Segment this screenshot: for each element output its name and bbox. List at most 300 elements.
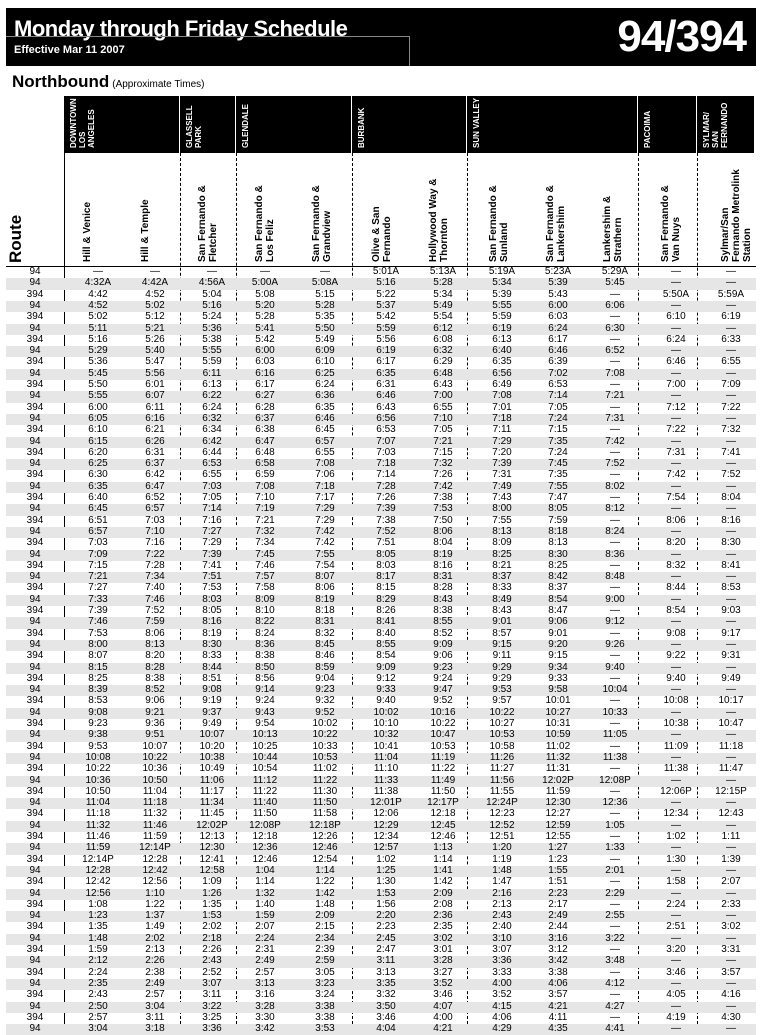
time-cell: 8:55 [376,638,396,650]
time-cell: 6:35 [492,356,512,368]
time-cell: — [726,548,736,560]
time-cell: — [726,842,736,854]
time-cell: 10:02 [312,718,338,729]
time-cell: 6:17 [255,379,275,390]
time-cell: 1:48 [315,898,335,910]
time-cell: 9:58 [548,684,568,696]
time-cell: 4:05 [666,989,686,1001]
time-cell: 4:06 [492,1011,512,1023]
time-cell: 6:08 [433,333,453,345]
time-cell: 7:22 [666,424,686,436]
time-cell: — [610,605,620,616]
time-cell: 9:31 [721,650,741,662]
time-cell: — [726,774,736,786]
time-cell: 7:03 [376,446,396,458]
time-cell: 6:06 [605,299,625,311]
time-cell: 6:30 [88,469,108,481]
time-cell: 6:07 [145,390,165,402]
stop-header: San Fernando & Grandview [311,185,333,262]
time-cell: 9:01 [492,616,512,628]
time-cell: 9:29 [492,672,512,684]
time-cell: 10:20 [199,740,225,752]
time-cell: 8:33 [492,582,512,594]
route-cell: 94 [29,277,41,289]
time-cell: — [610,424,620,436]
time-cell: 7:10 [255,492,275,503]
time-cell: 10:41 [373,740,399,752]
time-cell: 9:38 [88,729,108,741]
time-cell: 9:01 [548,627,568,639]
time-cell: 6:40 [492,345,512,357]
time-cell: 9:04 [315,672,335,684]
route-cell: 394 [26,966,44,978]
time-cell: 3:38 [315,1000,335,1012]
time-cell: — [726,616,736,628]
time-cell: 6:05 [88,412,108,424]
time-cell: 11:45 [199,808,225,820]
time-cell: — [671,774,681,786]
time-cell: 3:28 [255,1000,275,1012]
time-cell: 3:13 [376,966,396,978]
time-cell: 6:11 [145,401,165,413]
time-cell: 8:15 [376,582,396,594]
time-cell: 7:46 [255,559,275,571]
time-cell: — [610,469,620,481]
time-cell: 12:59 [545,819,571,831]
time-cell: 1:59 [88,944,108,955]
time-cell: 2:31 [255,944,275,955]
time-cell: 8:40 [376,627,396,639]
time-cell: 12:30 [199,842,225,854]
time-cell: 8:52 [145,684,165,696]
time-cell: 7:32 [721,424,741,436]
time-cell: 9:33 [376,684,396,696]
time-cell: 9:24 [255,695,275,707]
time-cell: — [93,266,103,277]
time-cell: 7:53 [202,582,222,594]
time-cell: 6:27 [255,390,275,402]
time-cell: 7:45 [255,548,275,560]
time-cell: 7:31 [605,412,625,424]
time-cell: 11:18 [142,797,168,809]
time-cell: 5:22 [376,288,396,300]
time-cell: 6:00 [88,401,108,413]
zone-label: PACOIMA [643,110,652,148]
time-cell: 12:06P [660,785,692,797]
time-cell: 4:21 [548,1000,568,1012]
time-cell: 7:52 [605,458,625,470]
time-cell: 6:25 [88,458,108,470]
time-cell: 12:27 [545,808,571,820]
time-cell: 12:34 [373,831,399,842]
time-cell: 8:42 [548,571,568,583]
time-cell: 11:40 [252,797,278,809]
route-cell: 394 [26,785,44,797]
time-cell: 8:20 [145,650,165,662]
time-cell: — [671,887,681,899]
time-cell: 5:29 [88,345,108,357]
time-cell: 4:42A [141,277,169,289]
time-cell: 6:45 [88,503,108,515]
time-cell: 5:45 [605,277,625,289]
time-cell: — [726,345,736,357]
time-cell: 12:18 [430,808,456,820]
time-cell: 3:36 [202,1023,222,1035]
time-cell: 8:30 [721,537,741,549]
time-cell: 6:17 [548,333,568,345]
time-cell: 5:40 [145,345,165,357]
time-cell: 10:50 [142,774,168,786]
time-cell: — [671,864,681,876]
time-cell: 2:23 [548,887,568,899]
zone-downtown-la [64,96,179,153]
time-cell: 3:30 [255,1011,275,1023]
time-cell: 6:45 [315,424,335,436]
route-cell: 394 [26,356,44,368]
time-cell: 2:57 [255,966,275,978]
time-cell: 7:39 [376,503,396,515]
time-cell: 11:33 [373,774,399,786]
time-cell: 8:57 [492,627,512,639]
time-cell: 6:10 [666,311,686,323]
route-cell: 394 [26,672,44,684]
time-cell: — [726,435,736,447]
time-cell: 3:38 [315,1011,335,1023]
time-cell: 7:22 [145,548,165,560]
time-cell: 11:19 [430,751,456,763]
time-cell: 7:08 [605,367,625,379]
time-cell: 3:18 [145,1023,165,1035]
zone-label: BURBANK [357,107,366,148]
route-column-label: Route [6,214,25,263]
time-cell: 11:50 [312,797,338,809]
time-cell: 6:39 [548,356,568,368]
time-cell: 1:35 [88,921,108,933]
time-cell: 2:34 [315,932,335,944]
time-cell: 6:35 [88,480,108,492]
time-cell: 7:38 [376,514,396,526]
time-cell: 11:50 [430,785,456,797]
route-cell: 394 [26,876,44,888]
time-cell: 3:52 [492,989,512,1001]
time-cell: 7:05 [202,492,222,503]
time-cell: 5:13A [429,266,457,277]
time-cell: 8:25 [88,672,108,684]
time-cell: 2:35 [88,977,108,989]
time-cell: 10:53 [489,729,515,741]
time-cell: 8:13 [548,537,568,549]
time-cell: 3:46 [376,1011,396,1023]
time-cell: 8:29 [376,593,396,605]
route-cell: 394 [26,605,44,616]
time-cell: 1:26 [202,887,222,899]
time-cell: 9:12 [376,672,396,684]
time-cell: 5:56 [145,367,165,379]
time-cell: 3:52 [433,977,453,989]
time-cell: 9:06 [548,616,568,628]
time-cell: 4:12 [605,977,625,989]
time-cell: 1:56 [376,898,396,910]
time-cell: 1:05 [605,819,625,831]
time-cell: 1:10 [145,887,165,899]
time-cell: 5:49 [315,333,335,345]
time-cell: 7:09 [721,379,741,390]
time-cell: 2:43 [202,955,222,967]
time-cell: — [671,525,681,537]
time-cell: 4:00 [492,977,512,989]
time-cell: 5:00A [251,277,279,289]
route-cell: 394 [26,740,44,752]
time-cell: 8:21 [492,559,512,571]
time-cell: 5:42 [255,333,275,345]
time-cell: 6:24 [548,322,568,334]
time-cell: — [726,729,736,741]
time-cell: 2:45 [376,932,396,944]
time-cell: 7:27 [88,582,108,594]
time-cell: — [610,672,620,684]
time-cell: 7:34 [255,537,275,549]
time-cell: 2:18 [202,932,222,944]
time-cell: — [610,492,620,503]
time-cell: 6:21 [145,424,165,436]
time-cell: 9:22 [666,650,686,662]
time-cell: 8:30 [548,548,568,560]
time-cell: 9:49 [721,672,741,684]
route-cell: 94 [29,1023,41,1035]
time-cell: 1:41 [433,864,453,876]
time-cell: 6:34 [202,424,222,436]
time-cell: 6:46 [315,412,335,424]
time-cell: 8:13 [145,638,165,650]
route-cell: 94 [29,797,41,809]
time-cell: — [726,706,736,718]
time-cell: 6:42 [202,435,222,447]
time-cell: — [610,401,620,413]
time-cell: 9:33 [548,672,568,684]
time-cell: — [207,266,217,277]
time-cell: 7:43 [492,492,512,503]
time-cell: — [671,977,681,989]
time-cell: 9:34 [548,661,568,673]
time-cell: 8:24 [255,627,275,639]
time-cell: — [671,266,681,277]
time-cell: 6:22 [202,390,222,402]
time-cell: 1:48 [492,864,512,876]
time-cell: — [671,412,681,424]
route-cell: 94 [29,661,41,673]
time-cell: 3:02 [433,932,453,944]
time-cell: 3:05 [315,966,335,978]
time-cell: 12:06 [373,808,399,820]
time-cell: — [726,1023,736,1035]
time-cell: 3:22 [202,1000,222,1012]
time-cell: 5:49 [433,299,453,311]
stop-header: Hill & Venice [82,201,93,262]
time-cell: — [671,480,681,492]
route-cell: 394 [26,401,44,413]
route-cell: 94 [29,367,41,379]
time-cell: 7:08 [255,480,275,492]
time-cell: 7:02 [548,367,568,379]
time-cell: 7:53 [433,503,453,515]
time-cell: 8:53 [721,582,741,594]
time-cell: 12:58 [199,864,225,876]
time-cell: 10:50 [85,785,111,797]
time-cell: — [610,582,620,594]
time-cell: 8:30 [202,638,222,650]
time-cell: 7:21 [605,390,625,402]
time-cell: 1:22 [315,876,335,888]
time-cell: 12:01P [370,797,402,809]
time-cell: 8:06 [666,514,686,526]
time-cell: 8:32 [315,627,335,639]
time-cell: 2:43 [88,989,108,1001]
time-cell: 9:51 [145,729,165,741]
time-cell: 8:19 [433,548,453,560]
time-cell: 8:24 [605,525,625,537]
time-cell: 9:49 [202,718,222,729]
time-cell: 5:50 [315,322,335,334]
time-cell: 9:23 [88,718,108,729]
route-number: 94/394 [617,12,746,61]
time-cell: 8:03 [202,593,222,605]
time-cell: 9:54 [255,718,275,729]
time-cell: 5:59 [492,311,512,323]
time-cell: 6:43 [376,401,396,413]
time-cell: 8:19 [202,627,222,639]
time-cell: 10:44 [252,751,278,763]
time-cell: 6:31 [145,446,165,458]
time-cell: — [671,751,681,763]
time-cell: — [671,571,681,583]
time-cell: 5:34 [433,288,453,300]
time-cell: 11:50 [252,808,278,820]
time-cell: 6:11 [202,367,222,379]
route-cell: 94 [29,435,41,447]
time-cell: 2:39 [315,944,335,955]
time-cell: 10:59 [545,729,571,741]
time-cell: 6:37 [145,458,165,470]
route-cell: 94 [29,910,41,922]
time-cell: 10:22 [142,751,168,763]
time-cell: 3:04 [88,1023,108,1035]
time-cell: 3:11 [145,1011,165,1023]
time-cell: 7:39 [88,605,108,616]
time-cell: 7:15 [88,559,108,571]
time-cell: — [726,593,736,605]
time-cell: 7:03 [88,537,108,549]
time-cell: 9:23 [433,661,453,673]
time-cell: 7:53 [88,627,108,639]
route-cell: 394 [26,853,44,865]
time-cell: 8:20 [666,537,686,549]
time-cell: 2:24 [88,966,108,978]
time-cell: 3:13 [255,977,275,989]
time-cell: 12:08P [599,774,631,786]
time-cell: 5:28 [315,299,335,311]
time-cell: 2:50 [88,1000,108,1012]
time-cell: 8:50 [255,661,275,673]
time-cell: 11:12 [252,774,278,786]
route-cell: 94 [29,729,41,741]
time-cell: 9:08 [666,627,686,639]
time-cell: — [610,695,620,707]
time-cell: 2:24 [666,898,686,910]
time-cell: 12:28 [85,864,111,876]
time-cell: 6:29 [433,356,453,368]
time-cell: 10:36 [85,774,111,786]
time-cell: 7:22 [721,401,741,413]
stop-header: San Fernando & Lankershim [545,185,567,262]
time-cell: 9:03 [721,605,741,616]
time-cell: 8:31 [433,571,453,583]
time-cell: 1:58 [666,876,686,888]
time-cell: 8:45 [315,638,335,650]
time-cell: 6:37 [255,412,275,424]
time-cell: — [671,661,681,673]
time-cell: 5:11 [88,322,108,334]
time-cell: 8:55 [433,616,453,628]
time-cell: 11:34 [199,797,225,809]
route-cell: 94 [29,616,41,628]
time-cell: 1:32 [255,887,275,899]
time-cell: — [610,650,620,662]
route-cell: 394 [26,311,44,323]
zone-sylmar-san-fernando [697,96,754,153]
time-cell: 8:15 [88,661,108,673]
time-cell: 8:09 [492,537,512,549]
time-cell: 6:57 [145,503,165,515]
time-cell: 7:10 [145,525,165,537]
time-cell: 12:46 [252,853,278,865]
time-cell: — [610,831,620,842]
time-cell: — [610,537,620,549]
time-cell: 5:02 [145,299,165,311]
time-cell: 6:43 [433,379,453,390]
time-cell: 7:51 [376,537,396,549]
time-cell: 9:11 [492,650,512,662]
time-cell: 6:55 [721,356,741,368]
time-cell: 8:41 [376,616,396,628]
time-cell: 1:22 [145,898,165,910]
time-cell: 5:19A [488,266,516,277]
time-cell: — [610,288,620,300]
time-cell: 9:43 [255,706,275,718]
time-cell: 5:43 [548,288,568,300]
stop-header: San Fernando & Fletcher [197,185,219,262]
time-cell: 4:41 [605,1023,625,1035]
time-cell: 4:52 [145,288,165,300]
time-cell: 1:37 [145,910,165,922]
time-cell: 5:55 [88,390,108,402]
time-cell: 7:29 [315,514,335,526]
time-cell: 7:24 [548,446,568,458]
time-cell: 6:47 [145,480,165,492]
time-cell: 6:00 [548,299,568,311]
route-cell: 94 [29,412,41,424]
time-cell: 4:19 [666,1011,686,1023]
time-cell: 7:15 [433,446,453,458]
time-cell: 7:42 [433,480,453,492]
time-cell: 7:18 [315,480,335,492]
time-cell: 7:18 [492,412,512,424]
time-cell: 7:54 [315,559,335,571]
route-cell: 94 [29,266,41,277]
time-cell: 10:32 [373,729,399,741]
stop-header: Lankershim & Strathern [602,195,624,262]
time-cell: 2:43 [492,910,512,922]
time-cell: 5:16 [202,299,222,311]
